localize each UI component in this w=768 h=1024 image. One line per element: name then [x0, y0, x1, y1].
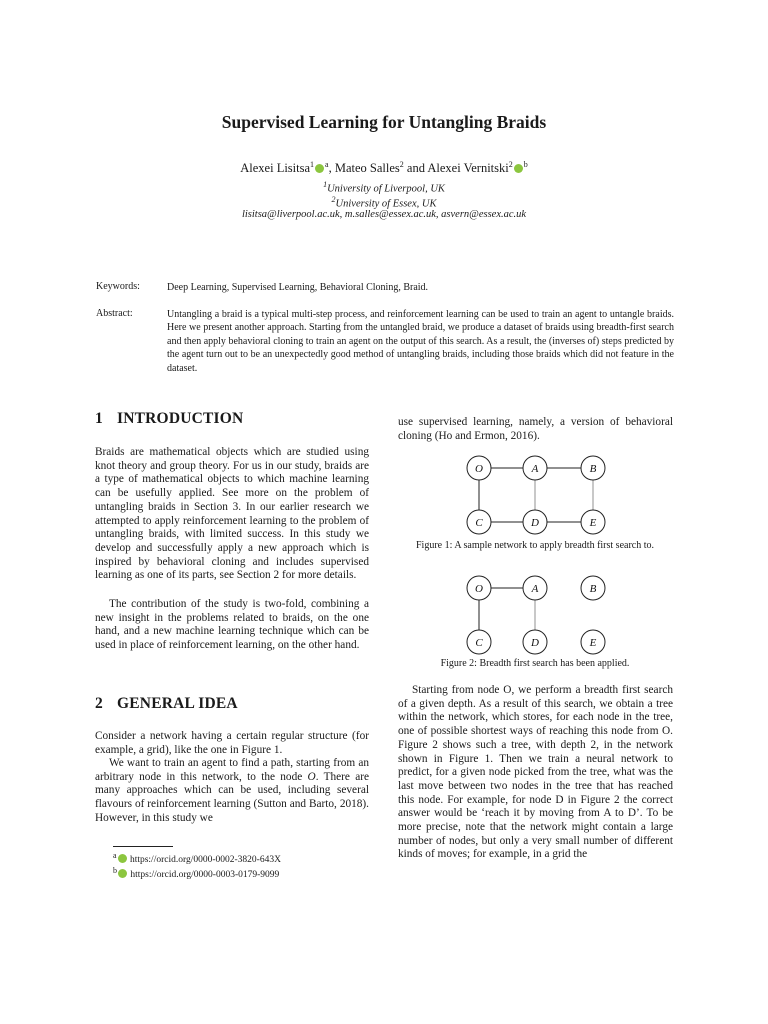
node-label: D — [531, 517, 539, 529]
section-title: GENERAL IDEA — [117, 695, 238, 712]
orcid-link[interactable]: https://orcid.org/0000-0002-3820-643X — [129, 855, 281, 866]
footnote-rule — [113, 846, 173, 847]
affiliation — [0, 180, 768, 195]
section-number: 1 — [95, 410, 103, 427]
figure-2-caption: Figure 2: Breadth first search has been applied. — [440, 658, 630, 669]
affiliation-mark: 2 — [399, 160, 404, 169]
node-label: B — [589, 583, 597, 595]
keywords-text: Deep Learning, Supervised Learning, Behavioral Cloning, Braid. — [167, 282, 429, 293]
paragraph: use supervised learning, namely, a version of behavioral cloning (Ho and Ermon, 2016). — [398, 416, 673, 442]
author-line — [0, 160, 768, 176]
footnote-mark: b — [523, 160, 528, 169]
node-label: C — [475, 637, 483, 649]
node-label: O — [475, 583, 483, 595]
author-name: Mateo Salles — [334, 161, 400, 176]
paper-title: Supervised Learning for Untangling Braids — [221, 112, 547, 132]
footnote — [113, 851, 281, 865]
affiliation-mark: 1 — [310, 160, 315, 169]
orcid-icon — [118, 869, 127, 878]
abstract-text: Untangling a braid is a typical multi-step process, and reinforcement learning can be used to train an agent to untangle braids. Here we present another approach. Starting from the untangled braid, we produce a dataset of braids using breadth-first search and then apply behavioral cloning to train an agent on the output of this search. As a result, the (inverses of) steps predicted by the agent turn out to be an unexpectedly good method of untangling braids, including those braids which did not feature in the dataset. — [167, 309, 674, 374]
footnote — [113, 866, 279, 880]
paragraph-text: We want to train an agent to find a path, starting from an arbitrary node in this network, to the node — [95, 757, 369, 783]
orcid-icon — [118, 854, 127, 863]
figure-1-caption: Figure 1: A sample network to apply breadth first search to. — [415, 540, 654, 551]
author-name: Alexei Vernitski — [427, 161, 509, 176]
node-label: O — [475, 463, 483, 475]
affiliation-mark: 1 — [323, 180, 328, 189]
affiliation-text: University of Liverpool, UK — [327, 183, 445, 195]
paragraph-text: . There are many approaches which can be used, including several flavours of reinforcement learning (Sutton and Barto, 2018). However, in this study we — [95, 770, 369, 824]
node-label: E — [589, 517, 597, 529]
paragraph — [95, 757, 369, 826]
affiliation-mark: 2 — [331, 195, 336, 204]
section-number: 2 — [95, 695, 103, 712]
math-symbol: O — [307, 770, 316, 783]
figure-1-network — [455, 452, 615, 536]
section-heading — [95, 410, 243, 428]
paragraph: The contribution of the study is two-fold, combining a new insight in the problems related to braids, on the one hand, and a new machine learning technique which can be used in place of reinforcement learning, on the other hand. — [95, 598, 369, 652]
affiliation — [0, 195, 768, 210]
node-label: E — [589, 637, 597, 649]
section-heading — [95, 695, 238, 713]
node-label: C — [475, 517, 483, 529]
paragraph: Braids are mathematical objects which are studied using knot theory and group theory. For us in our study, braids are a type of mathematical objects to which machine learning can be usefully applied. See more on the problem of untangling braids in Section 3. In our earlier research we attempted to apply reinforcement learning to the problem of untangling braids, with limited success. In this study we develop and successfully apply a new approach which is inspired by behavioral cloning and includes supervised learning as one of its parts, see Section 2 for more details. — [95, 446, 369, 582]
author-name: Alexei Lisitsa — [240, 161, 311, 176]
author-separator: , — [328, 161, 335, 176]
node-label: B — [589, 463, 597, 475]
affiliation-text: University of Essex, UK — [335, 198, 437, 210]
abstract-label: Abstract: — [96, 308, 133, 319]
orcid-icon[interactable] — [315, 164, 324, 173]
footnote-mark: a — [113, 851, 117, 860]
node-label: A — [531, 583, 539, 595]
footnote-mark: a — [325, 160, 329, 169]
author-separator: and — [403, 161, 428, 176]
orcid-icon[interactable] — [514, 164, 523, 173]
orcid-link[interactable]: https://orcid.org/0000-0003-0179-9099 — [130, 870, 280, 881]
node-label: D — [531, 637, 539, 649]
keywords-label: Keywords: — [96, 281, 140, 292]
figure-2-network — [455, 572, 615, 656]
footnote-mark: b — [113, 866, 117, 875]
section-title: INTRODUCTION — [117, 410, 244, 427]
paragraph: Consider a network having a certain regular structure (for example, a grid), like the one in Figure 1. — [95, 730, 369, 756]
paragraph: Starting from node O, we perform a breadth first search of a given depth. As a result of this search, we obtain a tree within the network, which stores, for each node in the tree, one of possible shortest ways of reaching this node from O. Figure 2 shows such a tree, with depth 2, in the network shown in Figure 1. Then we train a neural network to predict, for a given node picked from the tree, what was the last move between two nodes in the tree that has reached this node. For example, for node D in Figure 2 the correct answer would be ‘reach it by moving from A to D’. To be more precise, note that the network might contain a large number of nodes, but only a very small number of different kinds of moves; for example, in a grid the — [398, 684, 673, 861]
author-emails[interactable]: lisitsa@liverpool.ac.uk, m.salles@essex.ac.uk, asvern@essex.ac.uk — [241, 209, 527, 220]
affiliation-mark: 2 — [508, 160, 513, 169]
node-label: A — [531, 463, 539, 475]
